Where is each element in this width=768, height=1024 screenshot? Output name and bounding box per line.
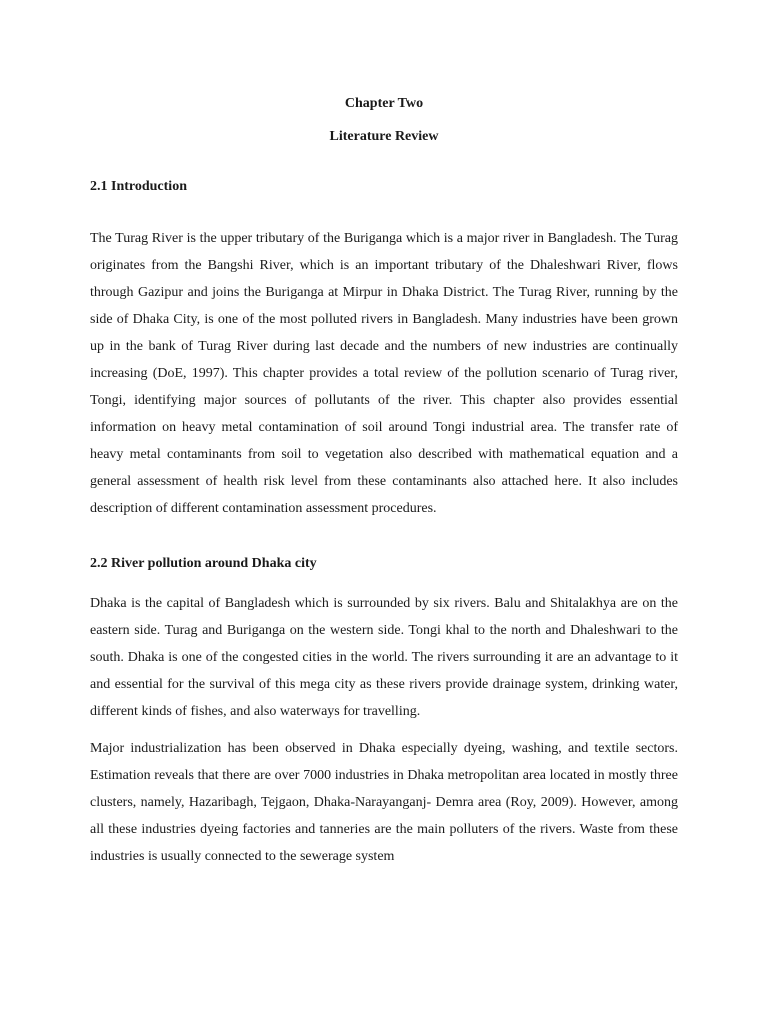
paragraph-dhaka-rivers: Dhaka is the capital of Bangladesh which is surrounded by six rivers. Balu and Shitalakhya are on the eastern side. Turag and Buriganga on the western side. Tongi khal to the north and Dhaleshwari to the south. Dhaka is one of the congested cities in the world. The rivers surrounding it are an advantage to it and essential for the survival of this mega city as these rivers provide drainage system, drinking water, different kinds of fishes, and also waterways for travelling. [90,596,678,719]
chapter-number: Chapter Two [344,96,424,111]
chapter-title: Literature Review [329,129,439,144]
section-heading-river-pollution: 2.2 River pollution around Dhaka city [90,556,317,571]
section-heading-introduction: 2.1 Introduction [90,179,187,194]
paragraph-introduction: The Turag River is the upper tributary of the Buriganga which is a major river in Bangladesh. The Turag originates from the Bangshi River, which is an important tributary of the Dhaleshwari River, flows through Gazipur and joins the Buriganga at Mirpur in Dhaka District. The Turag River, running by the side of Dhaka City, is one of the most polluted rivers in Bangladesh. Many industries have been grown up in the bank of Turag River during last decade and the numbers of new industries are continually increasing (DoE, 1997). This chapter provides a total review of the pollution scenario of Turag river, Tongi, identifying major sources of pollutants of the river. This chapter also provides essential information on heavy metal contamination of soil around Tongi industrial area. The transfer rate of heavy metal contaminants from soil to vegetation also described with mathematical equation and a general assessment of health risk level from these contaminants also attached here. It also includes description of different contamination assessment procedures. [90,231,678,516]
paragraph-industrialization: Major industrialization has been observed in Dhaka especially dyeing, washing, and textile sectors. Estimation reveals that there are over 7000 industries in Dhaka metropolitan area located in mostly three clusters, namely, Hazaribagh, Tejgaon, Dhaka-Narayanganj- Demra area (Roy, 2009). However, among all these industries dyeing factories and tanneries are the main polluters of the rivers. Waste from these industries is usually connected to the sewerage system [90,741,678,864]
document-page [90,90,678,870]
